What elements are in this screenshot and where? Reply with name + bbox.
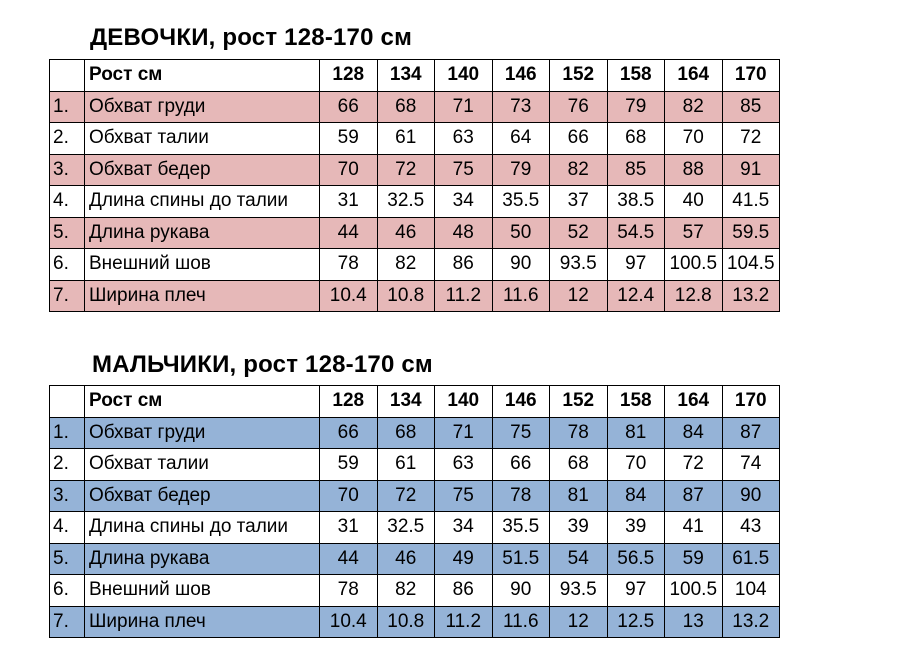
measurement-cell: 88 (665, 154, 723, 186)
table-row (50, 543, 780, 575)
measurement-cell: 75 (492, 417, 550, 449)
measurement-cell: 37 (550, 186, 608, 218)
measurement-cell: 70 (320, 480, 378, 512)
measurement-cell: 71 (435, 417, 493, 449)
parameter-label-cell: Обхват талии (85, 123, 320, 155)
measurement-cell: 32.5 (377, 186, 435, 218)
measurement-cell: 11.2 (435, 280, 493, 312)
measurement-cell: 11.2 (435, 606, 493, 638)
height-header-cell: 158 (607, 60, 665, 92)
measurement-cell: 75 (435, 480, 493, 512)
measurement-cell: 34 (435, 512, 493, 544)
row-number-cell: 1. (50, 91, 85, 123)
measurement-cell: 72 (377, 480, 435, 512)
height-header-cell: 152 (550, 386, 608, 418)
measurement-cell: 68 (377, 417, 435, 449)
measurement-cell: 86 (435, 249, 493, 281)
table-row (50, 417, 780, 449)
measurement-cell: 31 (320, 512, 378, 544)
measurement-cell: 56.5 (607, 543, 665, 575)
row-number-cell: 2. (50, 123, 85, 155)
height-header-cell: 164 (665, 60, 723, 92)
measurement-cell: 87 (665, 480, 723, 512)
row-number-cell: 6. (50, 249, 85, 281)
measurement-cell: 52 (550, 217, 608, 249)
measurement-cell: 57 (665, 217, 723, 249)
measurement-cell: 32.5 (377, 512, 435, 544)
measurement-cell: 54 (550, 543, 608, 575)
measurement-cell: 59 (320, 449, 378, 481)
height-header-cell: 170 (722, 60, 780, 92)
parameter-label-cell: Длина спины до талии (85, 512, 320, 544)
measurement-cell: 93.5 (550, 575, 608, 607)
measurement-cell: 44 (320, 543, 378, 575)
measurement-cell: 78 (492, 480, 550, 512)
row-number-cell: 6. (50, 575, 85, 607)
height-header-label: Рост см (85, 60, 320, 92)
row-number-cell: 5. (50, 543, 85, 575)
measurement-cell: 82 (665, 91, 723, 123)
measurement-cell: 46 (377, 217, 435, 249)
table-row (50, 449, 780, 481)
measurement-cell: 41.5 (722, 186, 780, 218)
row-number-cell: 3. (50, 480, 85, 512)
boys-table-title: МАЛЬЧИКИ, рост 128-170 см (92, 351, 433, 378)
parameter-label-cell: Внешний шов (85, 575, 320, 607)
parameter-label-cell: Обхват талии (85, 449, 320, 481)
measurement-cell: 59 (665, 543, 723, 575)
height-header-cell: 152 (550, 60, 608, 92)
measurement-cell: 90 (492, 249, 550, 281)
measurement-cell: 72 (722, 123, 780, 155)
row-number-cell: 3. (50, 154, 85, 186)
measurement-cell: 90 (722, 480, 780, 512)
measurement-cell: 70 (320, 154, 378, 186)
row-number-cell (50, 386, 85, 418)
measurement-cell: 10.8 (377, 280, 435, 312)
row-number-cell: 4. (50, 186, 85, 218)
measurement-cell: 59.5 (722, 217, 780, 249)
measurement-cell: 104.5 (722, 249, 780, 281)
measurement-cell: 72 (377, 154, 435, 186)
measurement-cell: 72 (665, 449, 723, 481)
measurement-cell: 64 (492, 123, 550, 155)
measurement-cell: 97 (607, 249, 665, 281)
height-header-cell: 128 (320, 60, 378, 92)
measurement-cell: 39 (550, 512, 608, 544)
measurement-cell: 82 (377, 249, 435, 281)
boys-size-table (49, 385, 780, 638)
measurement-cell: 100.5 (665, 575, 723, 607)
measurement-cell: 79 (607, 91, 665, 123)
table-row (50, 280, 780, 312)
height-header-cell: 164 (665, 386, 723, 418)
parameter-label-cell: Обхват бедер (85, 154, 320, 186)
height-header-cell: 134 (377, 386, 435, 418)
measurement-cell: 12.8 (665, 280, 723, 312)
measurement-cell: 74 (722, 449, 780, 481)
table-row (50, 186, 780, 218)
measurement-cell: 68 (607, 123, 665, 155)
table-row (50, 217, 780, 249)
measurement-cell: 41 (665, 512, 723, 544)
measurement-cell: 66 (320, 91, 378, 123)
parameter-label-cell: Длина рукава (85, 543, 320, 575)
measurement-cell: 13 (665, 606, 723, 638)
measurement-cell: 97 (607, 575, 665, 607)
measurement-cell: 61.5 (722, 543, 780, 575)
measurement-cell: 44 (320, 217, 378, 249)
row-number-cell (50, 60, 85, 92)
measurement-cell: 91 (722, 154, 780, 186)
measurement-cell: 63 (435, 123, 493, 155)
measurement-cell: 68 (377, 91, 435, 123)
height-header-cell: 140 (435, 386, 493, 418)
parameter-label-cell: Обхват бедер (85, 480, 320, 512)
measurement-cell: 76 (550, 91, 608, 123)
measurement-cell: 82 (550, 154, 608, 186)
measurement-cell: 73 (492, 91, 550, 123)
measurement-cell: 49 (435, 543, 493, 575)
parameter-label-cell: Внешний шов (85, 249, 320, 281)
measurement-cell: 71 (435, 91, 493, 123)
height-header-cell: 158 (607, 386, 665, 418)
measurement-cell: 35.5 (492, 186, 550, 218)
measurement-cell: 66 (550, 123, 608, 155)
measurement-cell: 12.4 (607, 280, 665, 312)
measurement-cell: 54.5 (607, 217, 665, 249)
measurement-cell: 61 (377, 449, 435, 481)
measurement-cell: 90 (492, 575, 550, 607)
measurement-cell: 100.5 (665, 249, 723, 281)
table-row (50, 606, 780, 638)
measurement-cell: 12.5 (607, 606, 665, 638)
parameter-label-cell: Ширина плеч (85, 606, 320, 638)
measurement-cell: 78 (320, 249, 378, 281)
table-row (50, 575, 780, 607)
row-number-cell: 5. (50, 217, 85, 249)
measurement-cell: 84 (607, 480, 665, 512)
measurement-cell: 46 (377, 543, 435, 575)
height-header-cell: 146 (492, 386, 550, 418)
header-row (50, 386, 780, 418)
measurement-cell: 51.5 (492, 543, 550, 575)
measurement-cell: 85 (722, 91, 780, 123)
row-number-cell: 4. (50, 512, 85, 544)
height-header-cell: 146 (492, 60, 550, 92)
height-header-label: Рост см (85, 386, 320, 418)
girls-table-title: ДЕВОЧКИ, рост 128-170 см (90, 24, 413, 51)
row-number-cell: 1. (50, 417, 85, 449)
measurement-cell: 78 (320, 575, 378, 607)
measurement-cell: 66 (492, 449, 550, 481)
table-row (50, 512, 780, 544)
measurement-cell: 93.5 (550, 249, 608, 281)
table-row (50, 480, 780, 512)
height-header-cell: 170 (722, 386, 780, 418)
table-row (50, 154, 780, 186)
row-number-cell: 2. (50, 449, 85, 481)
measurement-cell: 81 (550, 480, 608, 512)
measurement-cell: 78 (550, 417, 608, 449)
measurement-cell: 81 (607, 417, 665, 449)
measurement-cell: 86 (435, 575, 493, 607)
parameter-label-cell: Обхват груди (85, 417, 320, 449)
measurement-cell: 85 (607, 154, 665, 186)
measurement-cell: 12 (550, 606, 608, 638)
measurement-cell: 59 (320, 123, 378, 155)
measurement-cell: 13.2 (722, 606, 780, 638)
measurement-cell: 31 (320, 186, 378, 218)
measurement-cell: 104 (722, 575, 780, 607)
measurement-cell: 10.4 (320, 280, 378, 312)
measurement-cell: 61 (377, 123, 435, 155)
header-row (50, 60, 780, 92)
parameter-label-cell: Длина спины до талии (85, 186, 320, 218)
row-number-cell: 7. (50, 280, 85, 312)
parameter-label-cell: Обхват груди (85, 91, 320, 123)
measurement-cell: 84 (665, 417, 723, 449)
height-header-cell: 134 (377, 60, 435, 92)
measurement-cell: 63 (435, 449, 493, 481)
measurement-cell: 38.5 (607, 186, 665, 218)
measurement-cell: 70 (665, 123, 723, 155)
measurement-cell: 10.8 (377, 606, 435, 638)
measurement-cell: 43 (722, 512, 780, 544)
measurement-cell: 79 (492, 154, 550, 186)
measurement-cell: 11.6 (492, 280, 550, 312)
measurement-cell: 12 (550, 280, 608, 312)
measurement-cell: 40 (665, 186, 723, 218)
parameter-label-cell: Длина рукава (85, 217, 320, 249)
table-row (50, 123, 780, 155)
girls-size-table (49, 59, 780, 312)
height-header-cell: 140 (435, 60, 493, 92)
measurement-cell: 68 (550, 449, 608, 481)
measurement-cell: 11.6 (492, 606, 550, 638)
table-row (50, 249, 780, 281)
measurement-cell: 13.2 (722, 280, 780, 312)
parameter-label-cell: Ширина плеч (85, 280, 320, 312)
measurement-cell: 87 (722, 417, 780, 449)
row-number-cell: 7. (50, 606, 85, 638)
measurement-cell: 48 (435, 217, 493, 249)
measurement-cell: 66 (320, 417, 378, 449)
measurement-cell: 10.4 (320, 606, 378, 638)
measurement-cell: 34 (435, 186, 493, 218)
measurement-cell: 50 (492, 217, 550, 249)
measurement-cell: 82 (377, 575, 435, 607)
height-header-cell: 128 (320, 386, 378, 418)
measurement-cell: 35.5 (492, 512, 550, 544)
measurement-cell: 39 (607, 512, 665, 544)
table-row (50, 91, 780, 123)
measurement-cell: 75 (435, 154, 493, 186)
measurement-cell: 70 (607, 449, 665, 481)
